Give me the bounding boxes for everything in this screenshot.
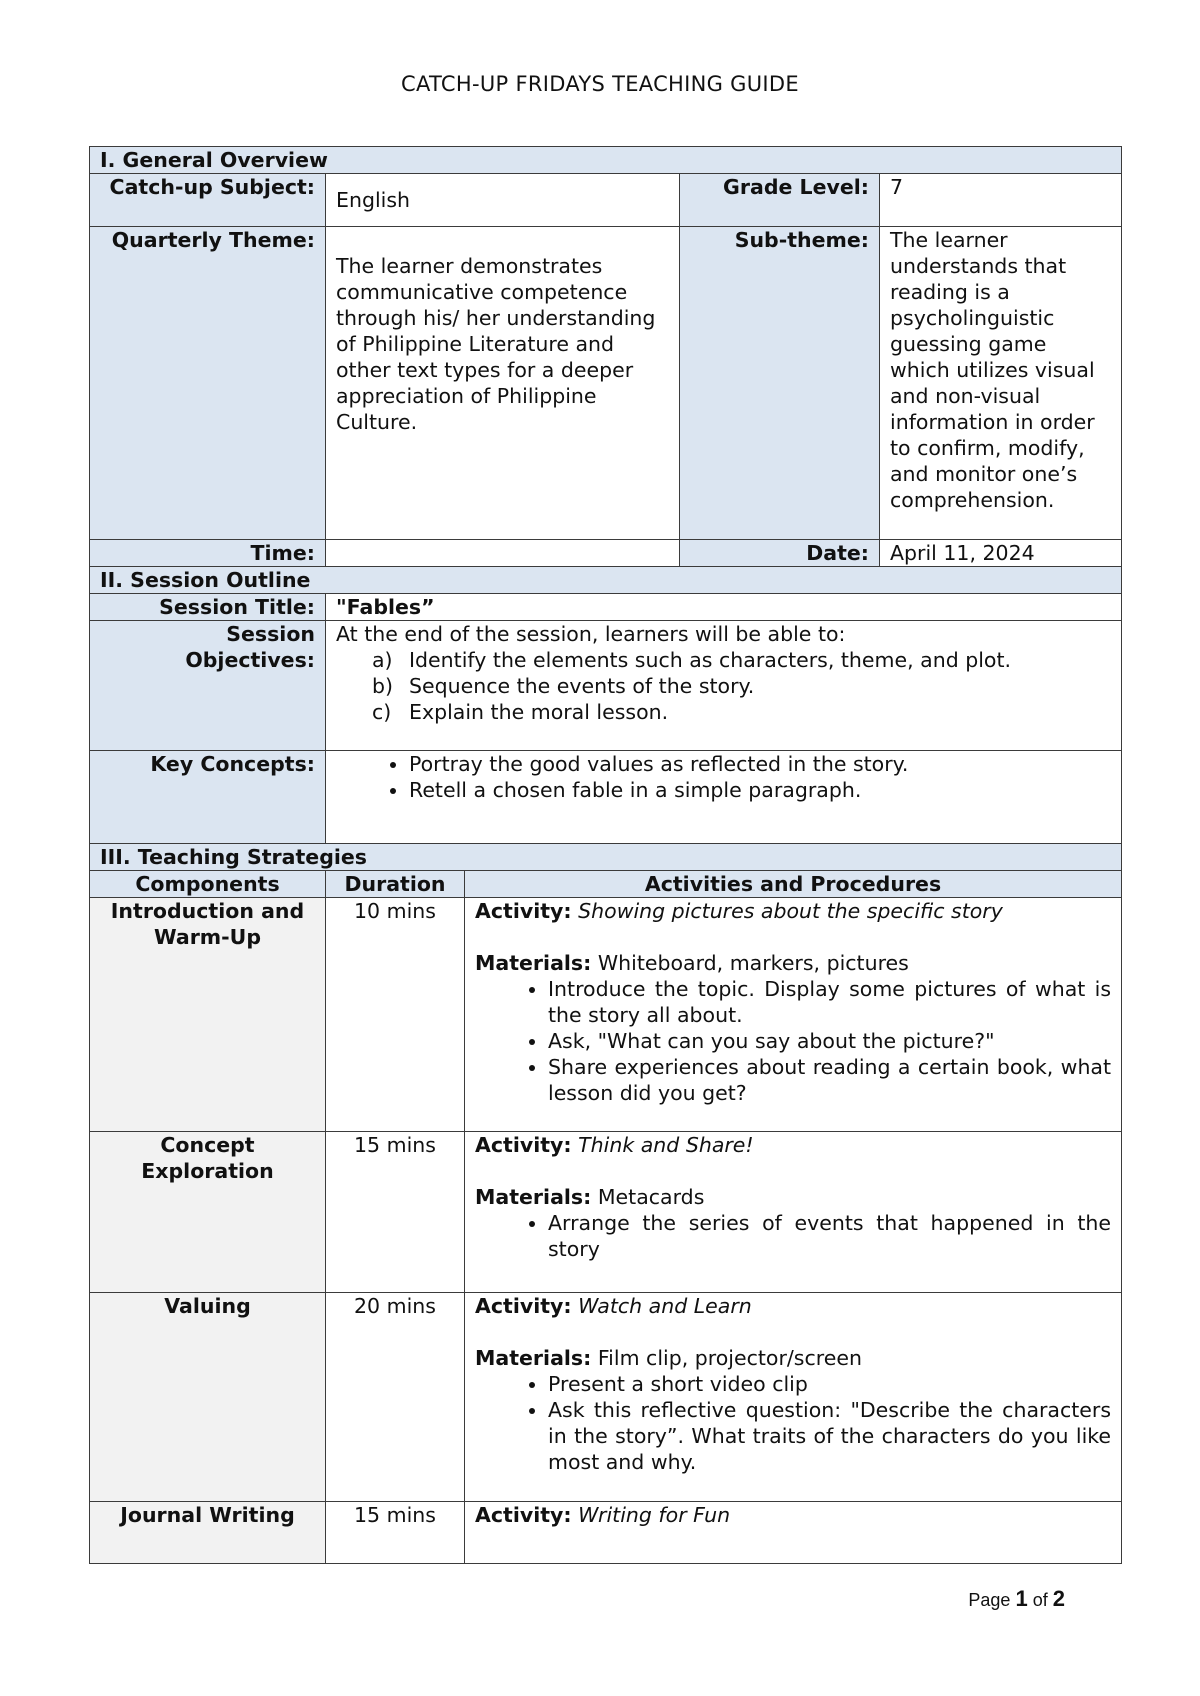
quarterly-theme-label: Quarterly Theme: <box>90 227 326 540</box>
duration-value: 20 mins <box>326 1293 465 1502</box>
table-row <box>90 1293 1122 1502</box>
duration-value: 10 mins <box>326 898 465 1132</box>
list-item: a) Identify the elements such as characters, theme, and plot. <box>372 648 1012 672</box>
teaching-guide-table <box>89 146 1122 1564</box>
time-value <box>326 540 680 567</box>
duration-value: 15 mins <box>326 1502 465 1564</box>
grade-level-label: Grade Level: <box>680 174 880 227</box>
page-word: Page <box>968 1590 1011 1610</box>
component-name: Concept Exploration <box>90 1132 326 1293</box>
activity-value: Showing pictures about the specific story <box>578 899 1003 923</box>
key-concepts-cell <box>326 751 1122 844</box>
component-name: Journal Writing <box>90 1502 326 1564</box>
sub-theme-label: Sub-theme: <box>680 227 880 540</box>
subject-value: English <box>326 174 680 227</box>
component-name: Introduction and Warm-Up <box>90 898 326 1132</box>
page-total: 2 <box>1052 1586 1065 1611</box>
list-item: • Ask, "What can you say about the picture?" <box>548 1028 1111 1054</box>
objectives-list <box>336 647 1111 725</box>
column-header-duration: Duration <box>326 871 465 898</box>
activity-label: Activity: <box>475 1503 572 1527</box>
column-header-components: Components <box>90 871 326 898</box>
page-current: 1 <box>1015 1586 1028 1611</box>
table-row <box>90 898 1122 1132</box>
sub-theme-value: The learner understands that reading is a psycholinguistic guessing game which utilizes visual and non-visual information in order to confirm, modify, and monitor one’s comprehension. <box>880 227 1122 540</box>
section-heading-strategies: III. Teaching Strategies <box>90 844 1122 871</box>
table-row <box>90 1132 1122 1293</box>
activity-value: Watch and Learn <box>578 1294 752 1318</box>
section-heading-overview: I. General Overview <box>90 147 1122 174</box>
duration-value: 15 mins <box>326 1132 465 1293</box>
materials-value: Film clip, projector/screen <box>597 1346 862 1370</box>
activity-label: Activity: <box>475 899 572 923</box>
activity-label: Activity: <box>475 1133 572 1157</box>
list-item: • Present a short video clip <box>548 1371 1111 1397</box>
activity-value: Think and Share! <box>578 1133 754 1157</box>
document-title: CATCH-UP FRIDAYS TEACHING GUIDE <box>401 72 799 96</box>
activity-label: Activity: <box>475 1294 572 1318</box>
activity-value: Writing for Fun <box>578 1503 731 1527</box>
page-number <box>968 1586 1065 1612</box>
procedure-list <box>475 976 1111 1106</box>
procedure-list <box>475 1210 1111 1262</box>
list-item: c) Explain the moral lesson. <box>372 700 669 724</box>
list-item: • Share experiences about reading a certain book, what lesson did you get? <box>548 1054 1111 1106</box>
session-title-label: Session Title: <box>90 594 326 621</box>
quarterly-theme-value: The learner demonstrates communicative competence through his/ her understanding of Philippine Literature and other text types for a deeper appreciation of Philippine Culture. <box>336 254 656 434</box>
date-value: April 11, 2024 <box>880 540 1122 567</box>
quarterly-theme-cell <box>326 227 680 540</box>
date-label: Date: <box>680 540 880 567</box>
materials-label: Materials: <box>475 1346 592 1370</box>
materials-value: Metacards <box>597 1185 705 1209</box>
key-concepts-label: Key Concepts: <box>90 751 326 844</box>
materials-label: Materials: <box>475 1185 592 1209</box>
grade-level-value: 7 <box>880 174 1122 227</box>
session-objectives-cell <box>326 621 1122 751</box>
list-item: • Ask this reflective question: "Describe the characters in the story”. What traits of the characters do you like most and why. <box>548 1397 1111 1475</box>
key-concepts-list <box>336 751 1111 803</box>
activities-cell <box>465 1132 1122 1293</box>
session-objectives-label: Session Objectives: <box>90 621 326 751</box>
session-title-value: "Fables” <box>326 594 1122 621</box>
activities-cell <box>465 898 1122 1132</box>
materials-label: Materials: <box>475 951 592 975</box>
materials-value: Whiteboard, markers, pictures <box>597 951 909 975</box>
procedure-list <box>475 1371 1111 1475</box>
list-item: b) Sequence the events of the story. <box>372 674 755 698</box>
table-row <box>90 1502 1122 1564</box>
time-label: Time: <box>90 540 326 567</box>
component-name: Valuing <box>90 1293 326 1502</box>
of-word: of <box>1032 1590 1048 1610</box>
activities-cell <box>465 1502 1122 1564</box>
list-item: • Introduce the topic. Display some pictures of what is the story all about. <box>548 976 1111 1028</box>
subject-label: Catch-up Subject: <box>90 174 326 227</box>
objectives-intro: At the end of the session, learners will be able to: <box>336 622 846 646</box>
list-item: • Arrange the series of events that happened in the story <box>548 1210 1111 1262</box>
section-heading-session: II. Session Outline <box>90 567 1122 594</box>
list-item: • Retell a chosen fable in a simple paragraph. <box>409 777 1111 803</box>
list-item: • Portray the good values as reflected in the story. <box>409 751 1111 777</box>
activities-cell <box>465 1293 1122 1502</box>
column-header-activities: Activities and Procedures <box>465 871 1122 898</box>
